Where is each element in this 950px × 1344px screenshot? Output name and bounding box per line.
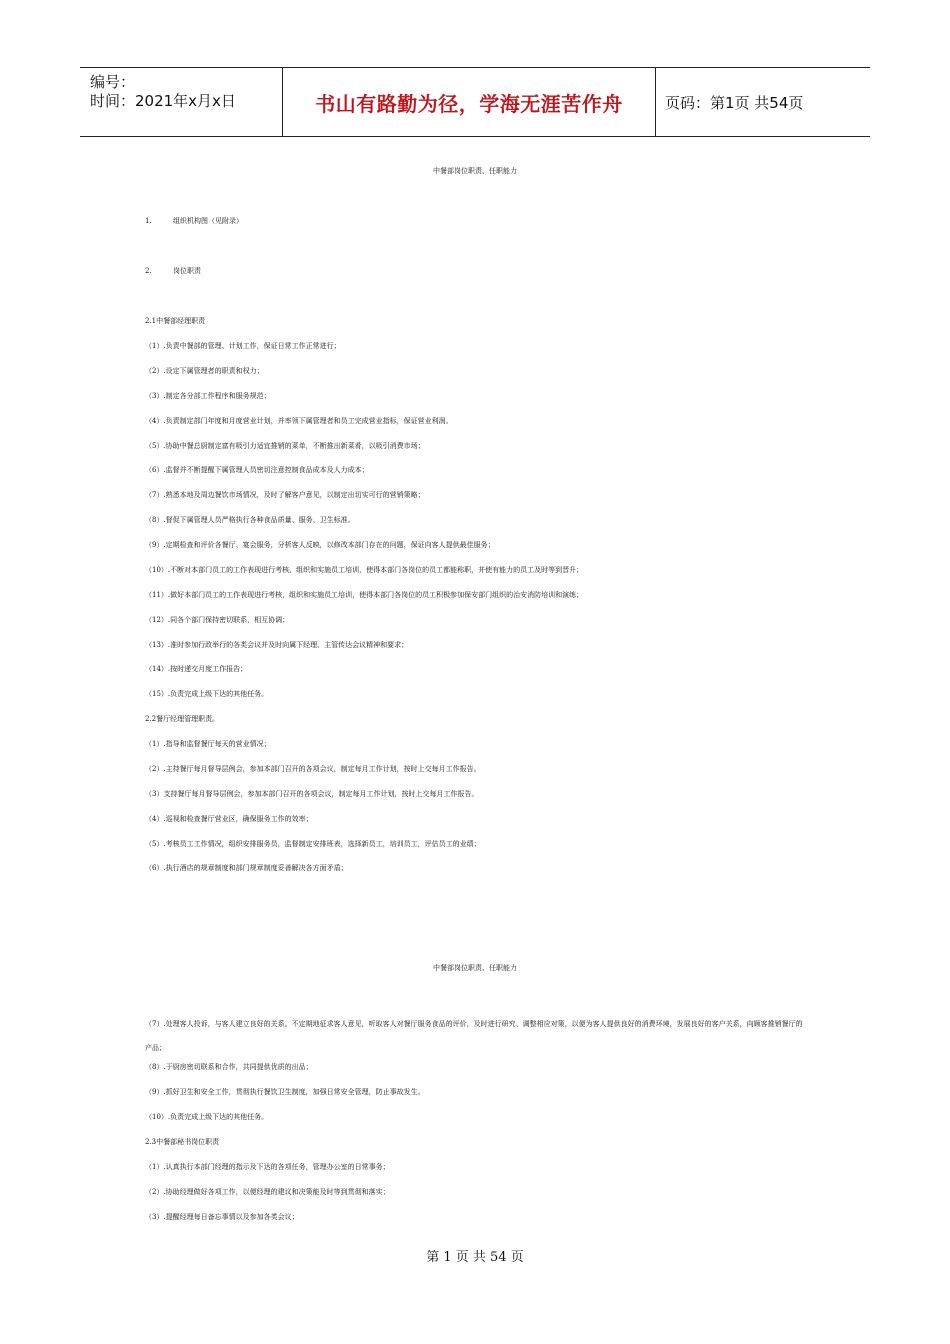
header-motto-cell: [282, 68, 656, 136]
duty-item: （3）支持餐厅每月督导层例会，参加本部门召开的各项会议，制定每月工作计划，按时上交每月工作报告。: [145, 790, 479, 798]
section-heading: 2.1中餐部经理职责: [145, 317, 206, 325]
duty-item: （1）.负责中餐部的管理、计划工作，保证日常工作正常进行；: [145, 342, 341, 350]
time-label: 时间：2021年x月x日: [90, 92, 236, 110]
section-heading: 2.2餐厅经理管理职责。: [145, 715, 220, 723]
section-heading: 2.3中餐部秘书岗位职责: [145, 1138, 220, 1146]
duty-item: （5）.协助中餐总厨制定富有吸引力适宜推销的菜单，不断推出新菜肴，以吸引消费市场；: [145, 442, 425, 450]
duty-item: （10）.负责完成上级下达的其他任务。: [145, 1113, 269, 1121]
duty-item: （13）.准时参加行政举行的各类会议并及时向属下经理、主管传达会议精神和要求；: [145, 641, 409, 649]
duty-item: （3）.提醒经理每日备忘事情以及参加各类会议；: [145, 1213, 299, 1221]
duty-item: （7）.熟悉本地及周边餐饮市场情况，及时了解客户意见，以制定出切实可行的营销策略；: [145, 491, 425, 499]
number-label: 编号：: [90, 73, 136, 91]
duty-item: （10）.不断对本部门员工的工作表现进行考核，组织和实施员工培训，使得本部门各岗位的员工都能称职，并使有能力的员工及时等到晋升；: [145, 566, 584, 574]
toc-item: 1. 组织机构图（见附录）: [145, 217, 243, 225]
duty-item: （2）.设定下属管理者的职责和权力；: [145, 367, 264, 375]
document-title: 中餐部岗位职责、任职能力: [433, 167, 517, 175]
header-info: [80, 68, 282, 136]
duty-item: （3）.制定各分部工作程序和服务规范；: [145, 392, 271, 400]
duty-item: （6）.监督并不断提醒下属管理人员密切注意控制食品成本及人力成本；: [145, 466, 369, 474]
duty-item: （1）.认真执行本部门经理的指示及下达的各项任务，管理办公室的日常事务；: [145, 1163, 390, 1171]
page-label: 页码：第1页 共54页: [665, 93, 804, 112]
duty-item: （15）.负责完成上级下达的其他任务。: [145, 690, 269, 698]
duty-item: （11）.做好本部门员工的工作表现进行考核，组织和实施员工培训，使得本部门各岗位的员工积极参加保安部门组织的治安消防培训和演练；: [145, 591, 584, 599]
duty-item: （6）.执行酒店的规章制度和部门规章制度妥善解决各方面矛盾；: [145, 864, 348, 872]
page-header: [80, 67, 870, 137]
duty-item: （14）.按时递交月度工作报告；: [145, 665, 248, 673]
duty-item: （12）.同各个部门保持密切联系，相互协调；: [145, 616, 290, 624]
duty-item: （8）.督促下属管理人员严格执行各种食品质量、服务、卫生标准。: [145, 516, 355, 524]
duty-item: （9）.抓好卫生和安全工作，贯彻执行餐饮卫生制度，加强日常安全管理，防止事故发生。: [145, 1088, 425, 1096]
header-page-cell: [655, 68, 870, 136]
continued-title: 中餐部岗位职责、任职能力: [433, 964, 517, 972]
duty-item: （1）.指导和监督餐厅每天的营业情况；: [145, 740, 271, 748]
duty-item: （2）.协助经理做好各项工作，以便经理的建议和决策能及时等到贯彻和落实；: [145, 1188, 390, 1196]
duty-item: （9）.定期检查和评价各餐厅、宴会服务，分析客人反映，以修改本部门存在的问题，保证向客人提供最佳服务；: [145, 541, 495, 549]
duty-item: （7）.处理客人投诉，与客人建立良好的关系。不定期地征求客人意见，听取客人对餐厅服务食品的评价，及时进行研究、调整相应对策，以便为客人提供良好的消费环境，发展良好的客户关系，向顾客推销餐厅的产品；: [145, 1020, 803, 1052]
duty-item: （4）.负责制定部门年度和月度营业计划，并率领下属管理者和员工完成营业指标，保证营业利润。: [145, 417, 453, 425]
duty-item: （2）.主持餐厅每月督导层例会，参加本部门召开的各项会议，制定每月工作计划，按时上交每月工作报告。: [145, 765, 481, 773]
motto-text: 书山有路勤为径，学海无涯苦作舟: [315, 91, 623, 116]
toc-item: 2. 岗位职责: [145, 267, 201, 275]
duty-item: （4）.巡视和检查餐厅营业区，确保服务工作的效率；: [145, 815, 313, 823]
duty-item: （8）.于厨房密切联系和合作，共同提供优质的出品；: [145, 1063, 313, 1071]
page-footer: 第 1 页 共 54 页: [426, 1250, 524, 1265]
duty-item: （5）.考核员工工作情况，组织安排服务员，监督制定安排班表，选择新员工，培训员工，评估员工的业绩；: [145, 840, 481, 848]
